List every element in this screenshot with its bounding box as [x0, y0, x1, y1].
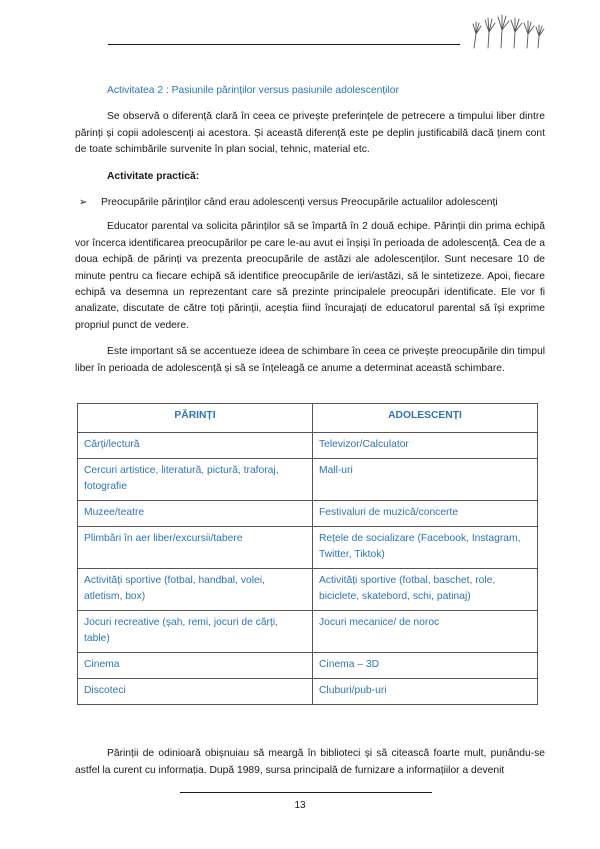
table-cell: Festivaluri de muzică/concerte: [313, 501, 538, 527]
table-row: [78, 459, 538, 501]
page-number: 13: [294, 800, 306, 811]
table-row: [78, 679, 538, 705]
activity-title: Activitatea 2 : Pasiunile părinților versus pasiunile adolescenților: [107, 85, 399, 96]
table-cell: Activități sportive (fotbal, handbal, volei, atletism, box): [78, 569, 313, 611]
table-cell: Activități sportive (fotbal, baschet, role, biciclete, skatebord, schi, patinaj): [313, 569, 538, 611]
table-row: [78, 433, 538, 459]
table-cell: Cercuri artistice, literatură, pictură, traforaj, fotografie: [78, 459, 313, 501]
bullet-item: [75, 195, 545, 211]
table-cell: Rețele de socializare (Facebook, Instagram, Twitter, Tiktok): [313, 527, 538, 569]
emphasis-paragraph: Este important să se accentueze ideea de schimbare în ceea ce privește preocupările din timpul liber în perioada de adolescență și să se înțeleagă ce anume a determinat această schimbare.: [75, 346, 545, 374]
practical-activity-label: Activitate practică:: [107, 170, 200, 182]
page-content: [75, 83, 545, 789]
table-cell: Cărți/lectură: [78, 433, 313, 459]
table-cell: Cinema: [78, 653, 313, 679]
intro-paragraph: Se observă o diferență clară în ceea ce privește preferințele de petrecere a timpului liber dintre părinți și copii adolescenți ai acestora. Și această diferență este pe deplin justificabilă dacă ținem cont de toate schimbările survenite în plan social, tehnic, material etc.: [75, 111, 545, 156]
table-cell: Jocuri recreative (șah, remi, jocuri de cărți, table): [78, 611, 313, 653]
table-cell: Discoteci: [78, 679, 313, 705]
hands-logo-icon: [468, 10, 548, 50]
table-cell: Plimbări în aer liber/excursii/tabere: [78, 527, 313, 569]
table-header-row: [78, 404, 538, 433]
bullet-text: Preocupările părinților când erau adolescenți versus Preocupările actualilor adolescenți: [101, 197, 498, 209]
header-rule: [108, 44, 460, 45]
table-cell: Muzee/teatre: [78, 501, 313, 527]
comparison-table: [77, 403, 538, 705]
footer-rule: [180, 792, 432, 793]
table-cell: Jocuri mecanice/ de noroc: [313, 611, 538, 653]
table-row: [78, 653, 538, 679]
table-cell: Mall-uri: [313, 459, 538, 501]
header-parents: PĂRINȚI: [78, 404, 313, 433]
table-cell: Cluburi/pub-uri: [313, 679, 538, 705]
instruction-paragraph: Educator parental va solicita părinților să se împartă în 2 două echipe. Părinții din prima echipă vor încerca identificarea preocupărilor pe care le-au avut ei înșiși în perioada de adolescență. Cea de a doua echipă de părinți va prezenta preocupările de astăzi ale adolescenților. Sunt necesare 10 de minute pentru ca fiecare echipă să identifice preocupările de ieri/astăzi, să le sintetizeze. Apoi, fiecare echipă va desemna un reprezentant care să prezinte principalele preocupări identificate. Ele vor fi analizate, discutate de către toți părinții, aceștia fiind încurajați de educatorul parental să își exprime propriul punct de vedere.: [75, 221, 545, 331]
table-row: [78, 527, 538, 569]
table-row: [78, 611, 538, 653]
table-row: [78, 569, 538, 611]
table-cell: Cinema – 3D: [313, 653, 538, 679]
closing-paragraph: Părinții de odinioară obișnuiau să meargă în biblioteci și să citească foarte mult, punându-se astfel la curent cu informația. După 1989, sursa principală de furnizare a informațiilor a devenit: [75, 748, 545, 776]
table-cell: Televizor/Calculator: [313, 433, 538, 459]
table-row: [78, 501, 538, 527]
arrow-bullet-icon: ➢: [79, 197, 88, 209]
header-adolescents: ADOLESCENȚI: [313, 404, 538, 433]
